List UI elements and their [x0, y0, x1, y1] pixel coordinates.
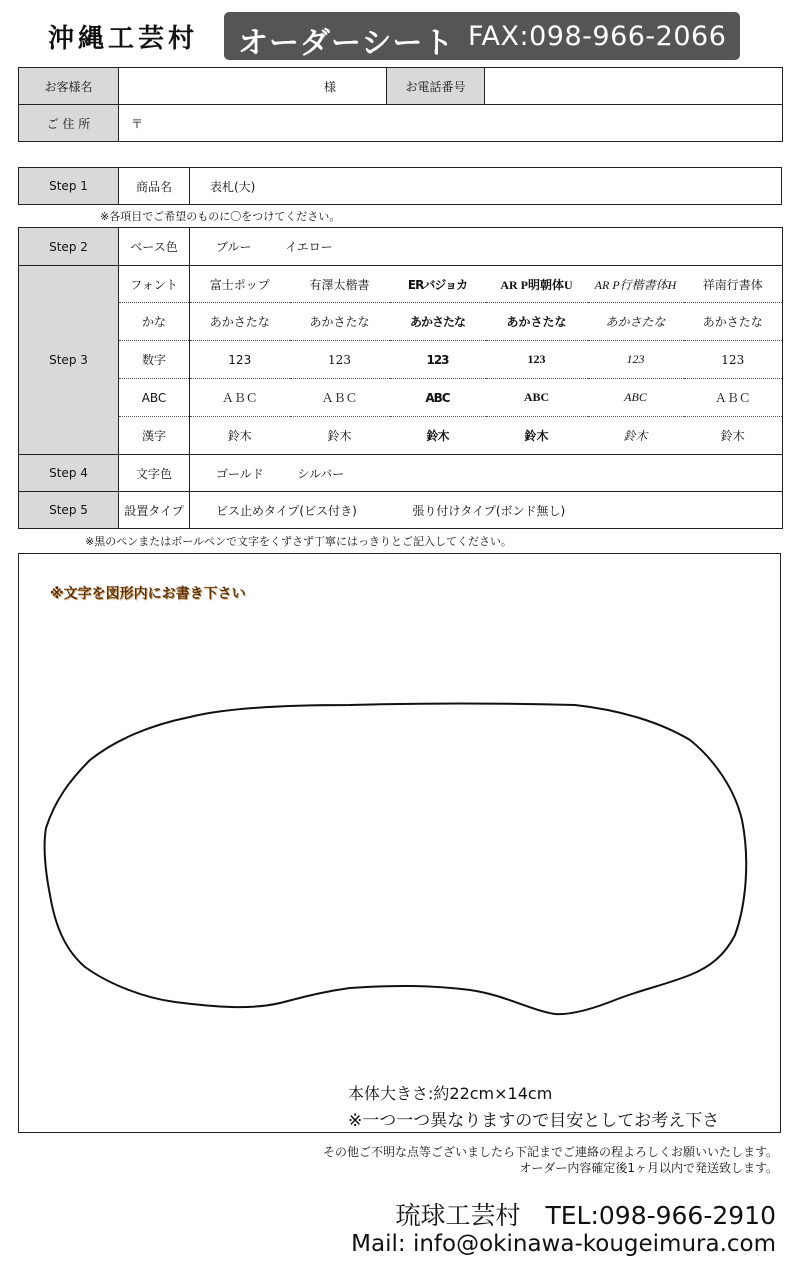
abc-sample: ABC	[588, 379, 684, 417]
text-color-label: 文字色	[119, 455, 190, 492]
kana-sample: あかさたな	[486, 303, 588, 341]
contact-note: その他ご不明な点等ございましたら下記までご連絡の程よろしくお願いいたします。	[322, 1145, 778, 1159]
abc-sample: ABC	[486, 379, 588, 417]
kana-row-label: かな	[119, 303, 190, 341]
kanji-sample: 鈴木	[588, 417, 684, 455]
product-size: 本体大きさ:約22cm×14cm	[348, 1084, 553, 1103]
abc-sample: ＡＢＣ	[290, 379, 390, 417]
shop-mail[interactable]: Mail: info@okinawa-kougeimura.com	[351, 1231, 776, 1257]
kana-sample: あかさたな	[190, 303, 290, 341]
option-blue[interactable]: ブルー	[216, 240, 252, 254]
fax-number: FAX:098-966-2066	[468, 21, 727, 52]
font-name-cell[interactable]: AR P行楷書体H	[588, 266, 684, 303]
font-name-cell[interactable]: 祥南行書体	[684, 266, 783, 303]
kana-sample: あかさたな	[588, 303, 684, 341]
number-sample: 123	[390, 341, 486, 379]
address-label: ご 住 所	[19, 105, 119, 142]
pen-instruction: ※黒のペンまたはボールペンで文字をくずさず丁寧にはっきりとご記入してください。	[85, 535, 512, 548]
brand-name: 沖縄工芸村	[48, 24, 199, 54]
number-sample: 123	[684, 341, 783, 379]
kana-sample: あかさたな	[684, 303, 783, 341]
shop-tel: 琉球工芸村 TEL:098-966-2910	[395, 1201, 776, 1230]
number-sample: 123	[588, 341, 684, 379]
number-sample: 123	[190, 341, 290, 379]
kana-sample: あかさたな	[290, 303, 390, 341]
step5-badge: Step 5	[19, 492, 119, 529]
number-sample: 123	[486, 341, 588, 379]
kanji-sample: 鈴木	[290, 417, 390, 455]
kanji-sample: 鈴木	[390, 417, 486, 455]
drawing-instruction: ※文字を図形内にお書き下さい	[50, 586, 246, 602]
number-row-label: 数字	[119, 341, 190, 379]
install-type-label: 設置タイプ	[119, 492, 190, 529]
size-caveat: ※一つ一つ異なりますので目安としてお考え下さ	[348, 1111, 720, 1131]
step3-badge: Step 3	[19, 266, 119, 455]
font-name-cell[interactable]: AR P明朝体U	[486, 266, 588, 303]
font-name-cell[interactable]: 有澤太楷書	[290, 266, 390, 303]
product-label: 商品名	[119, 168, 190, 205]
font-name-cell[interactable]: 富士ポップ	[190, 266, 290, 303]
option-adhesive[interactable]: 張り付けタイプ(ボンド無し)	[412, 503, 566, 518]
shipping-note: オーダー内容確定後1ヶ月以内で発送致します。	[519, 1161, 778, 1175]
kanji-sample: 鈴木	[486, 417, 588, 455]
kanji-row-label: 漢字	[119, 417, 190, 455]
base-color-label: ベース色	[119, 228, 190, 266]
font-name-cell[interactable]: ERバジョカ	[390, 266, 486, 303]
circle-instruction: ※各項目でご希望のものに〇をつけてください。	[100, 210, 341, 223]
abc-sample: ＡＢＣ	[190, 379, 290, 417]
step2-badge: Step 2	[19, 228, 119, 266]
kana-sample: あかさたな	[390, 303, 486, 341]
abc-sample: ABC	[390, 379, 486, 417]
customer-name-label: お客様名	[19, 68, 119, 105]
option-yellow[interactable]: イエロー	[285, 240, 333, 254]
phone-label: お電話番号	[387, 68, 485, 105]
honorific: 様	[323, 79, 336, 94]
product-value: 表札(大)	[190, 168, 782, 205]
option-gold[interactable]: ゴールド	[216, 466, 264, 481]
kanji-sample: 鈴木	[684, 417, 783, 455]
number-sample: 123	[290, 341, 390, 379]
abc-sample: ＡＢＣ	[684, 379, 783, 417]
font-row-label: フォント	[119, 266, 190, 303]
step4-badge: Step 4	[19, 455, 119, 492]
option-screw[interactable]: ビス止めタイプ(ビス付き)	[216, 503, 357, 518]
option-silver[interactable]: シルバー	[297, 466, 345, 481]
kanji-sample: 鈴木	[190, 417, 290, 455]
abc-row-label: ABC	[119, 379, 190, 417]
postal-mark: 〒	[131, 116, 144, 131]
sheet-title: オーダーシート	[238, 26, 455, 61]
step1-badge: Step 1	[19, 168, 119, 205]
